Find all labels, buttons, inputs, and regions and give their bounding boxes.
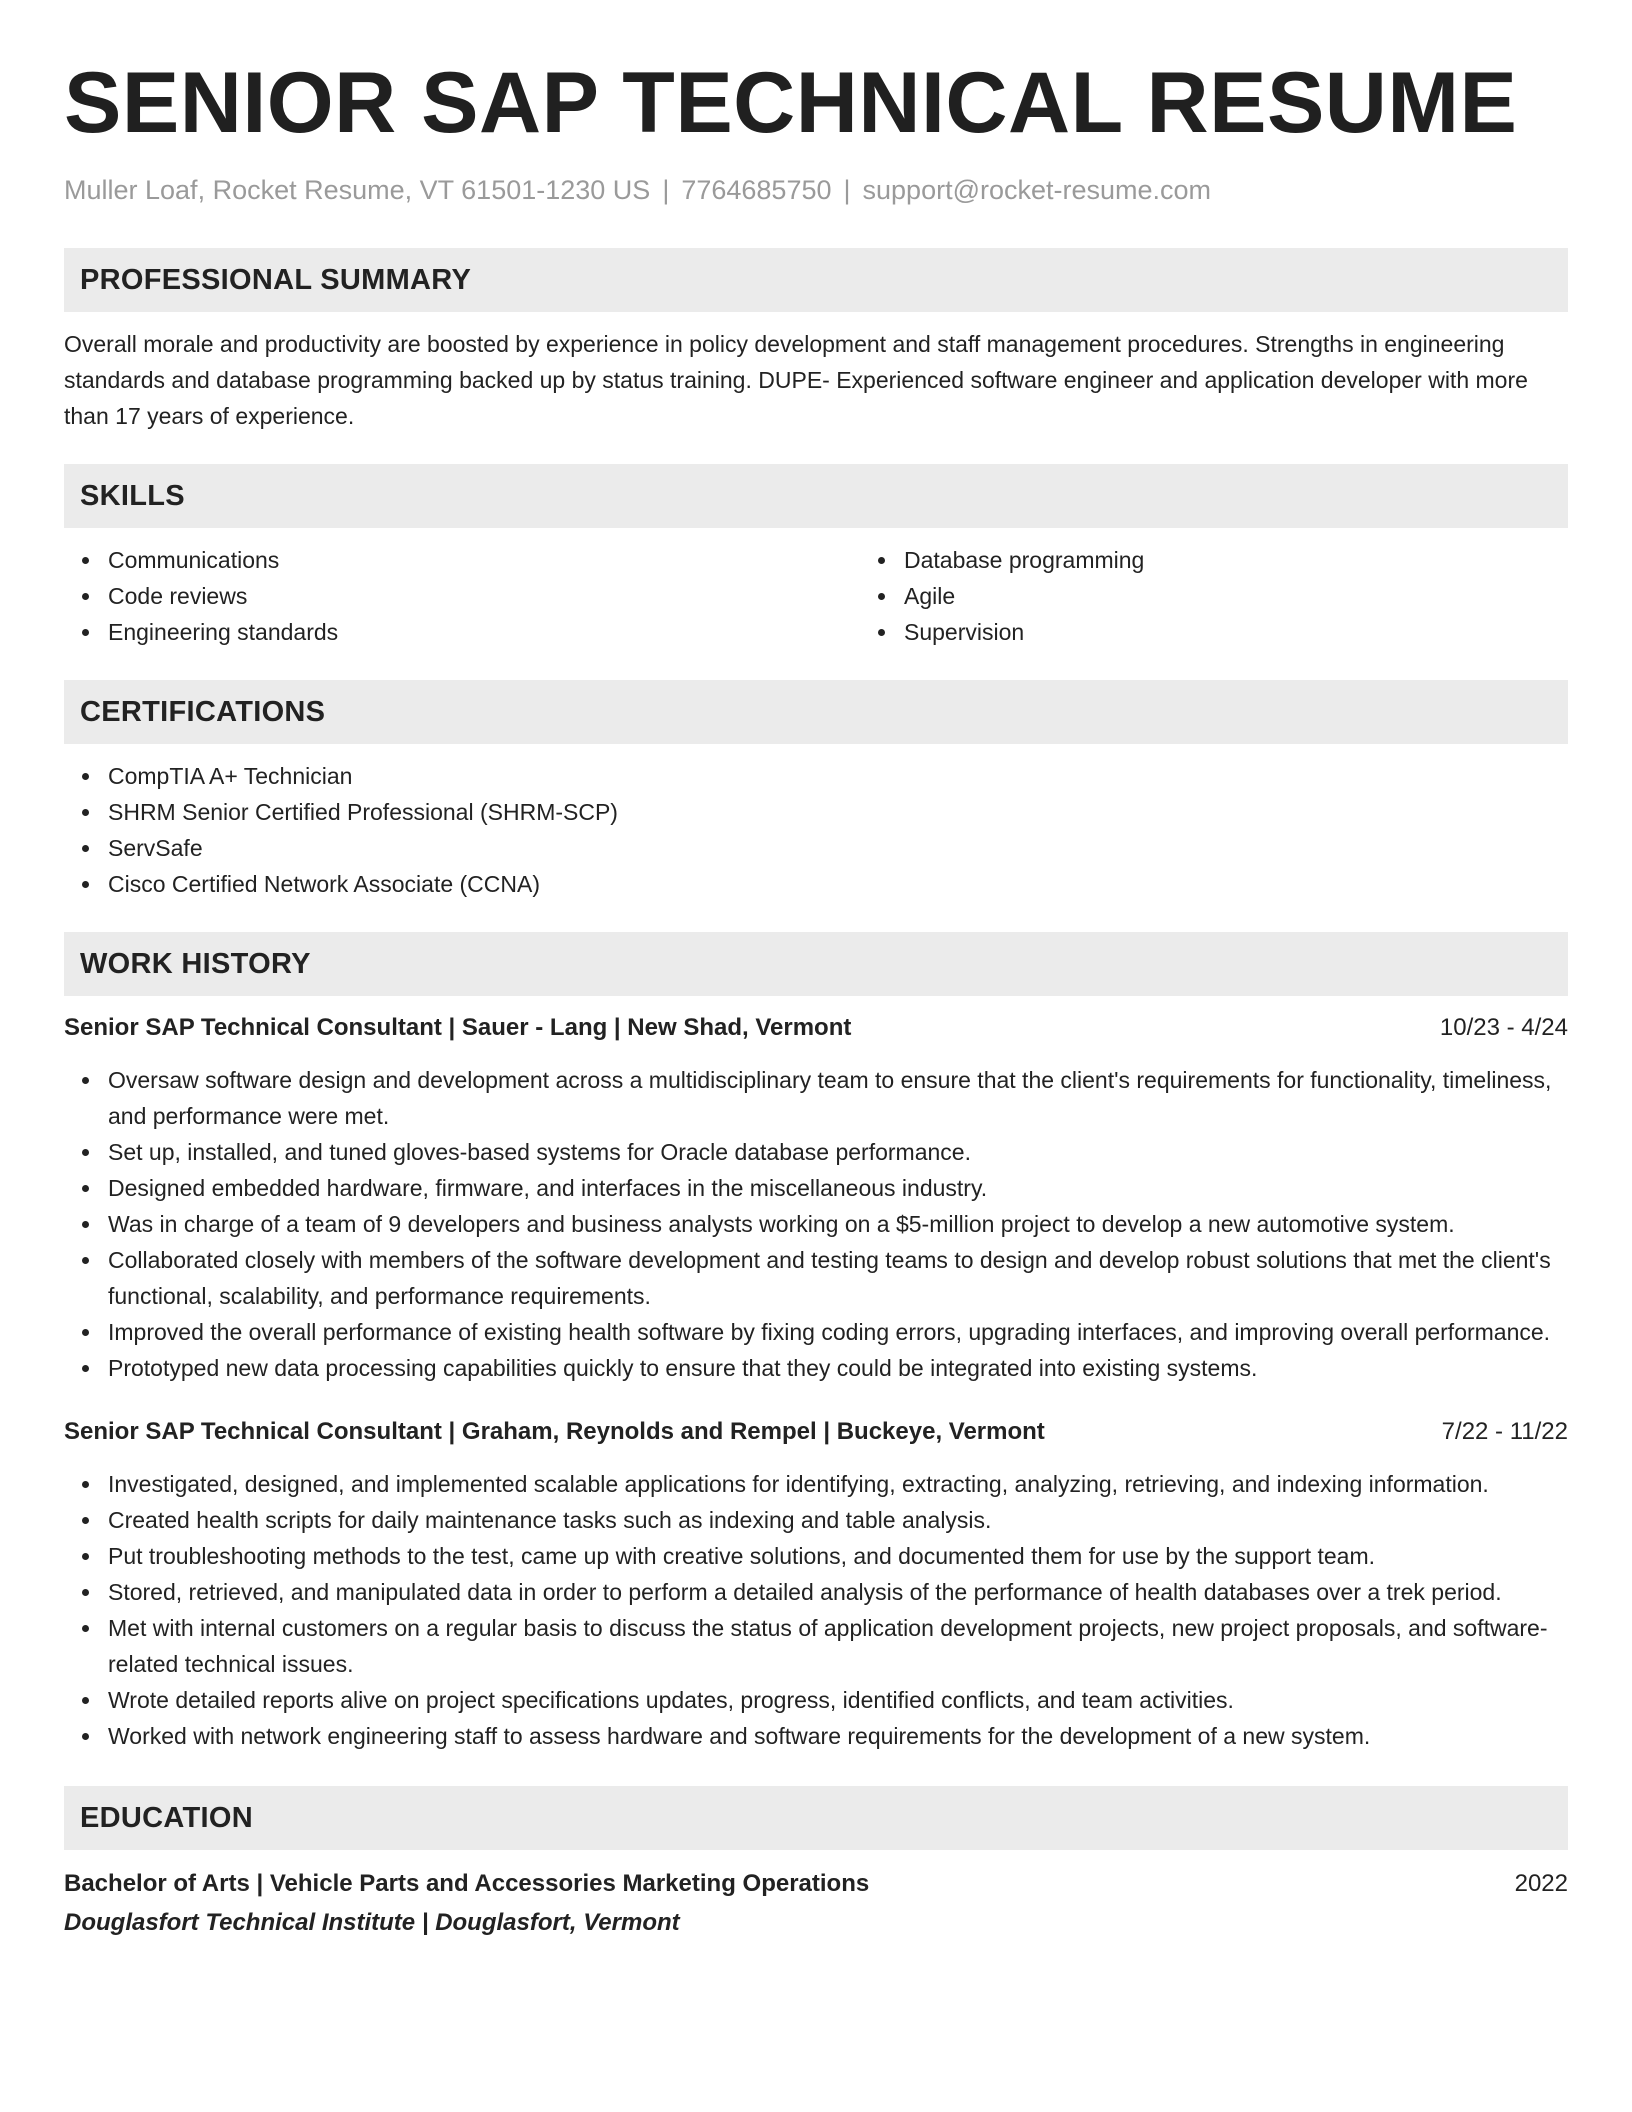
job-bullet: Stored, retrieved, and manipulated data in order to perform a detailed analysis of the performance of health databases over a trek period.	[108, 1574, 1568, 1610]
job-title: Senior SAP Technical Consultant | Sauer - Lang | New Shad, Vermont	[64, 1014, 852, 1041]
contact-email: support@rocket-resume.com	[862, 175, 1212, 205]
summary-text: Overall morale and productivity are boosted by experience in policy development and staff management procedures. Strengths in engineering standards and database programming backed up by status training. DUPE- Experienced software engineer and application developer with more than 17 years of experience.	[64, 331, 1528, 429]
job-bullet: Met with internal customers on a regular basis to discuss the status of application development projects, new project proposals, and software-related technical issues.	[108, 1610, 1568, 1682]
certifications-list	[64, 758, 1568, 902]
job-bullet: Worked with network engineering staff to assess hardware and software requirements for the development of a new system.	[108, 1718, 1568, 1754]
certification-item: Cisco Certified Network Associate (CCNA)	[108, 866, 1568, 902]
education-school: Douglasfort Technical Institute | Douglasfort, Vermont	[64, 1909, 680, 1936]
resume-title: SENIOR SAP TECHNICAL RESUME	[64, 55, 1518, 151]
skill-item: Communications	[108, 542, 860, 578]
contact-phone: 7764685750	[681, 175, 832, 205]
job-bullet: Collaborated closely with members of the software development and testing teams to design and develop robust solutions that met the client's functional, scalability, and performance requirements.	[108, 1242, 1568, 1314]
education-degree: Bachelor of Arts | Vehicle Parts and Accessories Marketing Operations	[64, 1870, 870, 1897]
job-bullet: Prototyped new data processing capabilities quickly to ensure that they could be integrated into existing systems.	[108, 1350, 1568, 1386]
job-bullet: Oversaw software design and development across a multidisciplinary team to ensure that the client's requirements for functionality, timeliness, and performance were met.	[108, 1062, 1568, 1134]
job-bullet: Improved the overall performance of existing health software by fixing coding errors, upgrading interfaces, and improving overall performance.	[108, 1314, 1568, 1350]
certifications-heading: CERTIFICATIONS	[64, 680, 1568, 744]
education-header	[64, 1866, 1568, 1902]
contact-separator: |	[662, 175, 670, 205]
job-bullet: Wrote detailed reports alive on project specifications updates, progress, identified conflicts, and team activities.	[108, 1682, 1568, 1718]
job-header	[64, 1414, 1568, 1450]
skill-item: Code reviews	[108, 578, 860, 614]
skills-list	[64, 542, 1568, 650]
job-bullets	[64, 1062, 1568, 1386]
contact-line	[64, 172, 1568, 208]
job-title: Senior SAP Technical Consultant | Graham, Reynolds and Rempel | Buckeye, Vermont	[64, 1418, 1045, 1445]
contact-separator: |	[843, 175, 851, 205]
skills-column-left	[64, 542, 860, 650]
resume-page	[64, 56, 1568, 1942]
skills-column-right	[860, 542, 1632, 650]
skill-item: Database programming	[904, 542, 1632, 578]
work-history-heading: WORK HISTORY	[64, 932, 1568, 996]
certification-item: SHRM Senior Certified Professional (SHRM-SCP)	[108, 794, 1568, 830]
job-bullet: Designed embedded hardware, firmware, and interfaces in the miscellaneous industry.	[108, 1170, 1568, 1206]
job-dates: 7/22 - 11/22	[1441, 1418, 1568, 1445]
skills-heading: SKILLS	[64, 464, 1568, 528]
skill-item: Agile	[904, 578, 1632, 614]
summary-heading: PROFESSIONAL SUMMARY	[64, 248, 1568, 312]
job-bullet: Was in charge of a team of 9 developers and business analysts working on a $5-million project to develop a new automotive system.	[108, 1206, 1568, 1242]
job-bullet: Set up, installed, and tuned gloves-based systems for Oracle database performance.	[108, 1134, 1568, 1170]
job-header	[64, 1010, 1568, 1046]
certification-item: CompTIA A+ Technician	[108, 758, 1568, 794]
job-bullet: Investigated, designed, and implemented scalable applications for identifying, extracting, analyzing, retrieving, and indexing information.	[108, 1466, 1568, 1502]
certification-item: ServSafe	[108, 830, 1568, 866]
skill-item: Supervision	[904, 614, 1632, 650]
education-year: 2022	[1514, 1870, 1568, 1897]
contact-address: Muller Loaf, Rocket Resume, VT 61501-1230 US	[64, 175, 651, 205]
job-dates: 10/23 - 4/24	[1439, 1014, 1568, 1041]
job-bullets	[64, 1466, 1568, 1754]
skill-item: Engineering standards	[108, 614, 860, 650]
education-heading: EDUCATION	[64, 1786, 1568, 1850]
job-bullet: Put troubleshooting methods to the test, came up with creative solutions, and documented them for use by the support team.	[108, 1538, 1568, 1574]
job-bullet: Created health scripts for daily maintenance tasks such as indexing and table analysis.	[108, 1502, 1568, 1538]
